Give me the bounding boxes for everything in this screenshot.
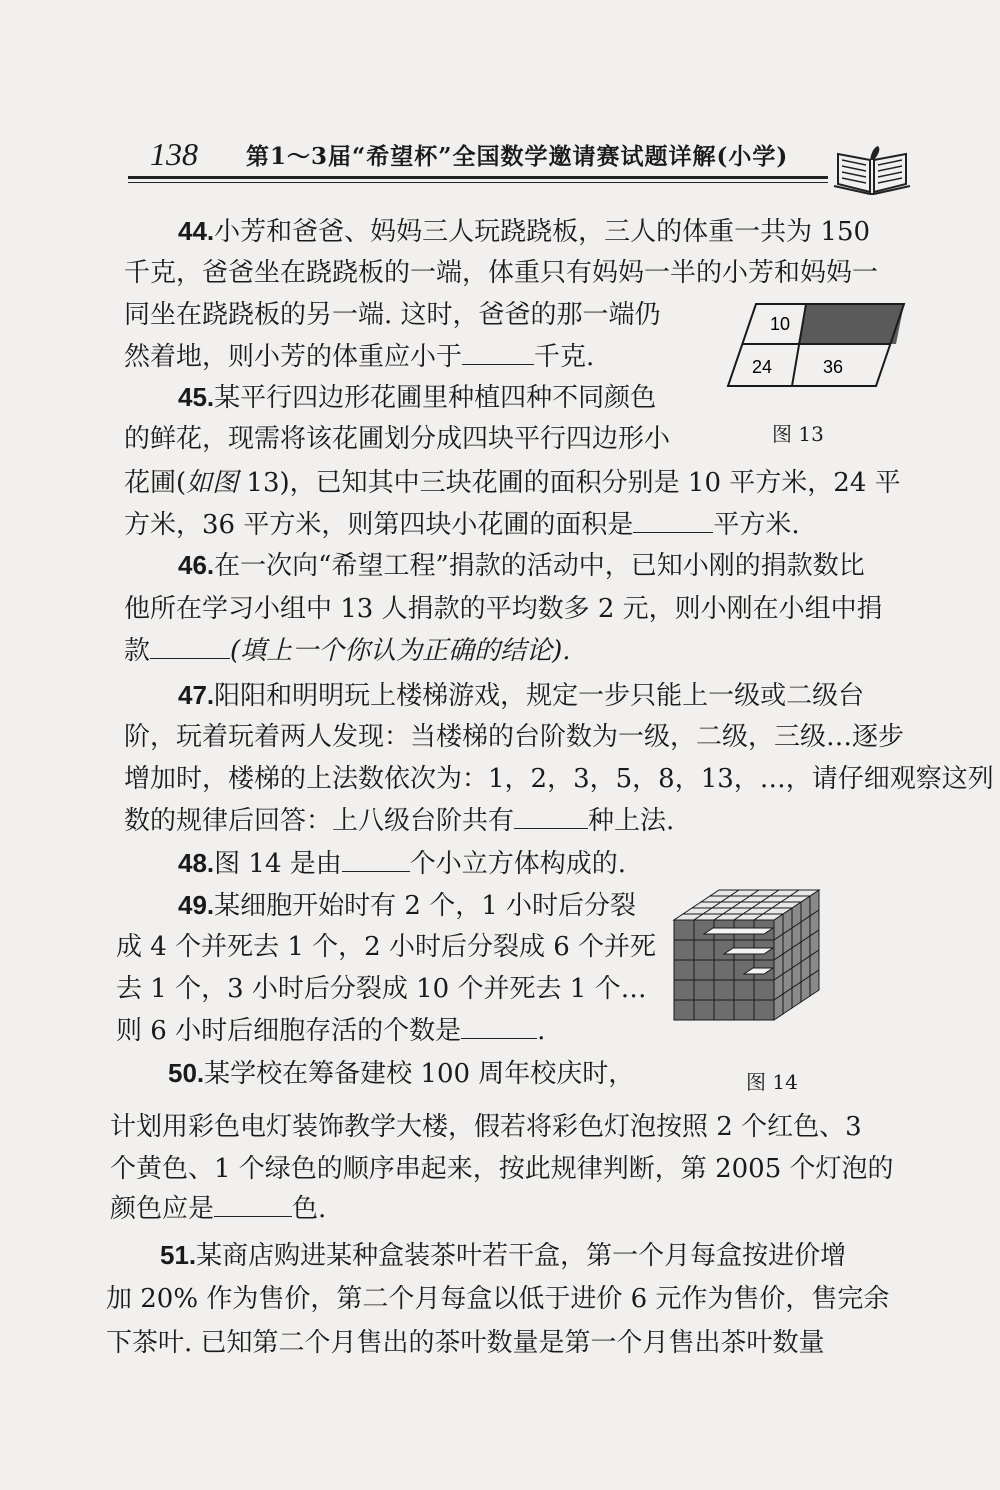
q51-line-3: 下茶叶. 已知第二个月售出的茶叶数量是第一个月售出茶叶数量 (106, 1328, 825, 1358)
fig13-label-10: 10 (770, 314, 791, 334)
q44-text-4b: 千克. (534, 342, 595, 372)
q47-line-2: 阶，玩着玩着两人发现：当楼梯的台阶数为一级，二级，三级…逐步 (124, 722, 905, 752)
q51-line-2: 加 20% 作为售价，第二个月每盒以低于进价 6 元作为售价，售完余 (106, 1284, 890, 1314)
q44-line-1 (178, 214, 870, 249)
q49-line-3: 去 1 个，3 小时后分裂成 10 个并死去 1 个… (116, 974, 647, 1004)
q50-text-4b: 色. (292, 1194, 327, 1224)
fig13-label-24: 24 (752, 357, 773, 377)
q44-line-4 (124, 340, 594, 374)
q48-text-b: 个小立方体构成的. (409, 849, 627, 879)
q46-line-3 (124, 634, 571, 668)
answer-blank (342, 847, 410, 872)
q51-text-1: 某商店购进某种盒装茶叶若干盒，第一个月每盒按进价增 (196, 1241, 847, 1271)
answer-blank (514, 804, 588, 829)
q49-line-1 (178, 888, 636, 923)
question-number: 51. (160, 1240, 197, 1270)
question-number: 50. (168, 1058, 205, 1088)
q45-text-3a: 花圃( (124, 468, 187, 498)
figure-13-caption: 图 13 (772, 422, 824, 446)
q44-text-4a: 然着地，则小芳的体重应小于 (124, 342, 463, 372)
question-number: 45. (178, 382, 215, 412)
q47-line-4 (124, 804, 674, 838)
answer-blank (150, 634, 230, 659)
q49-line-4 (116, 1014, 545, 1048)
q51-line-1 (160, 1238, 846, 1273)
q47-text-1: 阳阳和明明玩上楼梯游戏，规定一步只能上一级或二级台 (214, 681, 865, 711)
q45-line-3 (124, 466, 901, 500)
q46-text-1: 在一次向“希望工程”捐款的活动中，已知小刚的捐款数比 (214, 551, 865, 581)
q48-text-a: 图 14 是由 (214, 849, 342, 879)
page-number: 138 (150, 136, 198, 172)
question-number: 47. (178, 680, 215, 710)
q45-text-4a: 方米，36 平方米，则第四块小花圃的面积是 (124, 510, 634, 540)
q45-text-4b: 平方米. (713, 510, 800, 540)
fig13-label-36: 36 (823, 357, 844, 377)
q47-line-3: 增加时，楼梯的上法数依次为：1，2，3，5，8，13，…，请仔细观察这列 (124, 764, 994, 794)
header-rule (128, 176, 828, 179)
q45-text-3b: 如图 (186, 468, 239, 498)
q47-text-4a: 数的规律后回答：上八级台阶共有 (124, 806, 515, 836)
q46-text-3a: 款 (124, 636, 151, 666)
q50-text-1: 某学校在筹备建校 100 周年校庆时， (204, 1059, 635, 1089)
figure-14-cube-stack (664, 856, 894, 1036)
q50-line-3: 个黄色、1 个绿色的顺序串起来，按此规律判断，第 2005 个灯泡的 (110, 1154, 894, 1184)
answer-blank (214, 1192, 292, 1217)
fig13-unknown-region (798, 304, 904, 344)
question-number: 49. (178, 890, 215, 920)
q49-text-4b: . (537, 1016, 546, 1046)
q50-line-2: 计划用彩色电灯装饰教学大楼，假若将彩色灯泡按照 2 个红色、3 (110, 1112, 862, 1142)
q45-text-3c: 13)，已知其中三块花圃的面积分别是 10 平方米，24 平 (238, 468, 901, 498)
q46-line-2: 他所在学习小组中 13 人捐款的平均数多 2 元，则小刚在小组中捐 (124, 594, 883, 624)
book-title: 第1～3届“希望杯”全国数学邀请赛试题详解(小学) (246, 143, 789, 170)
q45-line-2: 的鲜花，现需将该花圃划分成四块平行四边形小 (124, 424, 671, 454)
question-number: 46. (178, 550, 215, 580)
answer-blank (633, 508, 713, 533)
q50-line-4 (110, 1192, 326, 1226)
q44-line-2: 千克，爸爸坐在跷跷板的一端，体重只有妈妈一半的小芳和妈妈一 (124, 258, 879, 288)
q47-text-4b: 种上法. (588, 806, 675, 836)
page-header (128, 132, 828, 182)
q45-text-1: 某平行四边形花圃里种植四种不同颜色 (214, 383, 657, 413)
q46-text-3b: (填上一个你认为正确的结论). (230, 636, 571, 666)
q45-line-4 (124, 508, 800, 542)
question-number: 44. (178, 216, 215, 246)
q46-line-1 (178, 548, 865, 583)
question-number: 48. (178, 848, 215, 878)
header-rule-thin (128, 182, 828, 183)
figure-14-caption: 图 14 (746, 1070, 798, 1094)
q49-text-4a: 则 6 小时后细胞存活的个数是 (116, 1016, 462, 1046)
open-book-icon (832, 140, 912, 196)
q48-line-1 (178, 846, 626, 881)
figure-13-parallelogram (720, 300, 910, 392)
answer-blank (462, 340, 534, 365)
q49-line-2: 成 4 个并死去 1 个，2 小时后分裂成 6 个并死 (116, 932, 657, 962)
q44-line-3: 同坐在跷跷板的另一端. 这时，爸爸的那一端仍 (124, 300, 661, 330)
q44-text-1: 小芳和爸爸、妈妈三人玩跷跷板，三人的体重一共为 150 (214, 217, 871, 247)
q47-line-1 (178, 678, 864, 713)
q50-text-4a: 颜色应是 (110, 1194, 215, 1224)
q50-line-1 (168, 1056, 634, 1091)
q49-text-1: 某细胞开始时有 2 个，1 小时后分裂 (214, 891, 637, 921)
answer-blank (461, 1014, 537, 1039)
q45-line-1 (178, 380, 656, 415)
